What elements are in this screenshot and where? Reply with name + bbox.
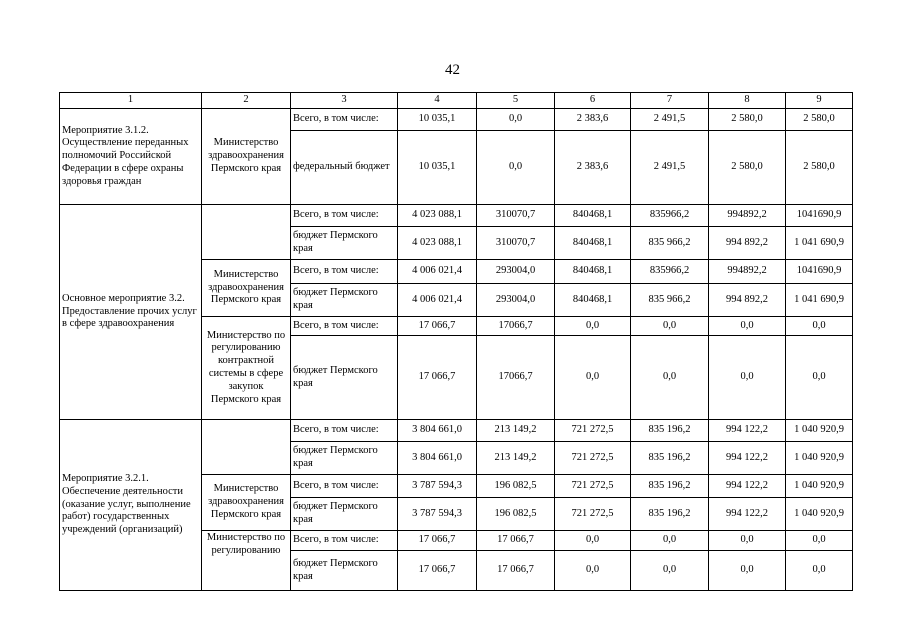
column-header: 4 (398, 93, 477, 109)
value-cell: 2 580,0 (786, 109, 853, 131)
activity-name: Мероприятие 3.1.2. Осуществление переданных полномочий Российской Федерации в сфере охраны здоровья граждан (60, 109, 202, 205)
value-cell: 10 035,1 (398, 109, 477, 131)
column-header: 1 (60, 93, 202, 109)
value-cell: 2 383,6 (555, 131, 631, 205)
value-cell: 721 272,5 (555, 498, 631, 531)
value-cell: 994 122,2 (709, 442, 786, 475)
funding-source: Всего, в том числе: (291, 260, 398, 284)
value-cell: 17 066,7 (398, 551, 477, 591)
value-cell: 835966,2 (631, 260, 709, 284)
value-cell: 994892,2 (709, 260, 786, 284)
value-cell: 0,0 (786, 317, 853, 336)
value-cell: 721 272,5 (555, 442, 631, 475)
value-cell: 994 892,2 (709, 284, 786, 317)
funding-source: федеральный бюджет (291, 131, 398, 205)
value-cell: 293004,0 (477, 284, 555, 317)
value-cell: 213 149,2 (477, 442, 555, 475)
funding-source: бюджет Пермского края (291, 336, 398, 420)
value-cell: 0,0 (631, 551, 709, 591)
value-cell: 840468,1 (555, 260, 631, 284)
value-cell: 10 035,1 (398, 131, 477, 205)
value-cell: 0,0 (709, 531, 786, 551)
funding-source: Всего, в том числе: (291, 531, 398, 551)
value-cell: 0,0 (555, 317, 631, 336)
value-cell: 3 804 661,0 (398, 420, 477, 442)
value-cell: 0,0 (477, 109, 555, 131)
value-cell: 994 122,2 (709, 498, 786, 531)
value-cell: 2 491,5 (631, 131, 709, 205)
value-cell: 0,0 (631, 531, 709, 551)
executor-cell (202, 420, 291, 475)
value-cell: 994 122,2 (709, 475, 786, 498)
value-cell: 835 196,2 (631, 475, 709, 498)
value-cell: 17 066,7 (398, 531, 477, 551)
value-cell: 0,0 (786, 551, 853, 591)
value-cell: 17 066,7 (477, 551, 555, 591)
value-cell: 0,0 (555, 531, 631, 551)
value-cell: 721 272,5 (555, 475, 631, 498)
value-cell: 0,0 (631, 336, 709, 420)
value-cell: 994 122,2 (709, 420, 786, 442)
executor-cell: Министерство здравоохранения Пермского края (202, 475, 291, 531)
value-cell: 3 787 594,3 (398, 498, 477, 531)
value-cell: 835 196,2 (631, 498, 709, 531)
executor-cell (202, 205, 291, 260)
value-cell: 0,0 (477, 131, 555, 205)
page-number: 42 (445, 62, 460, 78)
column-header: 8 (709, 93, 786, 109)
value-cell: 0,0 (709, 336, 786, 420)
value-cell: 1041690,9 (786, 260, 853, 284)
executor-cell: Министерство по регулированию контрактной системы в сфере закупок Пермского края (202, 317, 291, 420)
funding-source: бюджет Пермского края (291, 284, 398, 317)
executor-cell: Министерство здравоохранения Пермского края (202, 260, 291, 317)
value-cell: 835 966,2 (631, 284, 709, 317)
value-cell: 1 041 690,9 (786, 227, 853, 260)
value-cell: 2 580,0 (709, 109, 786, 131)
funding-source: Всего, в том числе: (291, 420, 398, 442)
value-cell: 0,0 (631, 317, 709, 336)
value-cell: 1041690,9 (786, 205, 853, 227)
value-cell: 4 023 088,1 (398, 205, 477, 227)
funding-source: бюджет Пермского края (291, 498, 398, 531)
activity-name: Мероприятие 3.2.1. Обеспечение деятельности (оказание услуг, выполнение работ) государственных учреждений (организаций) (60, 420, 202, 591)
value-cell: 0,0 (555, 551, 631, 591)
funding-source: бюджет Пермского края (291, 227, 398, 260)
value-cell: 994 892,2 (709, 227, 786, 260)
value-cell: 293004,0 (477, 260, 555, 284)
activity-name: Основное мероприятие 3.2. Предоставление прочих услуг в сфере здравоохранения (60, 205, 202, 420)
value-cell: 840468,1 (555, 227, 631, 260)
column-header: 6 (555, 93, 631, 109)
value-cell: 17066,7 (477, 336, 555, 420)
value-cell: 721 272,5 (555, 420, 631, 442)
value-cell: 17 066,7 (398, 317, 477, 336)
funding-source: бюджет Пермского края (291, 551, 398, 591)
value-cell: 196 082,5 (477, 475, 555, 498)
value-cell: 0,0 (709, 317, 786, 336)
value-cell: 835 966,2 (631, 227, 709, 260)
value-cell: 1 040 920,9 (786, 475, 853, 498)
value-cell: 0,0 (786, 531, 853, 551)
value-cell: 3 787 594,3 (398, 475, 477, 498)
executor-cell: Министерство здравоохранения Пермского края (202, 109, 291, 205)
header-row (60, 93, 853, 109)
table-row (60, 205, 853, 227)
value-cell: 2 383,6 (555, 109, 631, 131)
executor-cell: Министерство по регулированию (202, 531, 291, 591)
column-header: 5 (477, 93, 555, 109)
column-header: 7 (631, 93, 709, 109)
value-cell: 3 804 661,0 (398, 442, 477, 475)
funding-source: Всего, в том числе: (291, 317, 398, 336)
funding-source: Всего, в том числе: (291, 109, 398, 131)
value-cell: 835 196,2 (631, 420, 709, 442)
value-cell: 1 040 920,9 (786, 498, 853, 531)
value-cell: 835 196,2 (631, 442, 709, 475)
value-cell: 196 082,5 (477, 498, 555, 531)
value-cell: 835966,2 (631, 205, 709, 227)
value-cell: 4 006 021,4 (398, 284, 477, 317)
value-cell: 310070,7 (477, 205, 555, 227)
funding-source: Всего, в том числе: (291, 475, 398, 498)
value-cell: 17 066,7 (477, 531, 555, 551)
value-cell: 213 149,2 (477, 420, 555, 442)
value-cell: 1 041 690,9 (786, 284, 853, 317)
column-header: 9 (786, 93, 853, 109)
funding-source: бюджет Пермского края (291, 442, 398, 475)
value-cell: 840468,1 (555, 205, 631, 227)
value-cell: 0,0 (555, 336, 631, 420)
funding-source: Всего, в том числе: (291, 205, 398, 227)
value-cell: 4 023 088,1 (398, 227, 477, 260)
value-cell: 17 066,7 (398, 336, 477, 420)
value-cell: 310070,7 (477, 227, 555, 260)
value-cell: 1 040 920,9 (786, 420, 853, 442)
value-cell: 2 580,0 (709, 131, 786, 205)
table-row (60, 109, 853, 131)
value-cell: 4 006 021,4 (398, 260, 477, 284)
table-row (60, 420, 853, 442)
value-cell: 1 040 920,9 (786, 442, 853, 475)
column-header: 3 (291, 93, 398, 109)
value-cell: 840468,1 (555, 284, 631, 317)
value-cell: 994892,2 (709, 205, 786, 227)
value-cell: 0,0 (709, 551, 786, 591)
column-header: 2 (202, 93, 291, 109)
value-cell: 2 580,0 (786, 131, 853, 205)
value-cell: 17066,7 (477, 317, 555, 336)
value-cell: 2 491,5 (631, 109, 709, 131)
budget-table (59, 92, 853, 591)
value-cell: 0,0 (786, 336, 853, 420)
